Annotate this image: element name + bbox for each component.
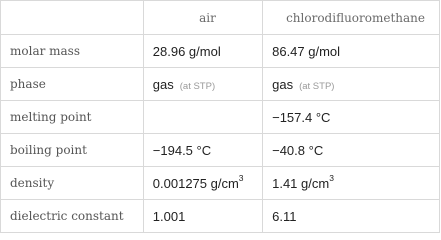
table-row: [1, 200, 440, 233]
air-molar-mass: 28.96 g/mol: [143, 35, 262, 68]
row-label-density: density: [1, 167, 144, 200]
row-label-molar-mass: molar mass: [1, 35, 144, 68]
header-empty-cell: [1, 1, 144, 35]
chem-density: [263, 167, 440, 200]
table-row: [1, 101, 440, 134]
chem-molar-mass: 86.47 g/mol: [263, 35, 440, 68]
row-label-melting-point: melting point: [1, 101, 144, 134]
table-row: [1, 68, 440, 101]
table-row: [1, 35, 440, 68]
row-label-dielectric-constant: dielectric constant: [1, 200, 144, 233]
air-density: [143, 167, 262, 200]
air-density-exponent: 3: [238, 173, 244, 184]
air-dielectric-constant: 1.001: [143, 200, 262, 233]
air-phase-note: (at STP): [179, 80, 216, 92]
air-density-value: 0.001275 g/cm: [152, 175, 239, 191]
chem-melting-point: −157.4 °C: [263, 101, 440, 134]
row-label-phase: phase: [1, 68, 144, 101]
header-chlorodifluoromethane: chlorodifluoromethane: [263, 1, 440, 35]
chem-boiling-point: −40.8 °C: [263, 134, 440, 167]
air-phase: [143, 68, 262, 101]
header-air: air: [143, 1, 262, 35]
chem-phase-value: gas: [272, 76, 294, 92]
chem-dielectric-constant: 6.11: [263, 200, 440, 233]
row-label-boiling-point: boiling point: [1, 134, 144, 167]
air-phase-value: gas: [152, 76, 174, 92]
chem-density-value: 1.41 g/cm: [272, 175, 330, 191]
chem-phase: [263, 68, 440, 101]
chem-density-exponent: 3: [329, 173, 334, 184]
header-row: [1, 1, 440, 35]
air-melting-point: [143, 101, 262, 134]
table-row: [1, 134, 440, 167]
air-boiling-point: −194.5 °C: [143, 134, 262, 167]
table-row: [1, 167, 440, 200]
chem-phase-note: (at STP): [299, 80, 335, 92]
